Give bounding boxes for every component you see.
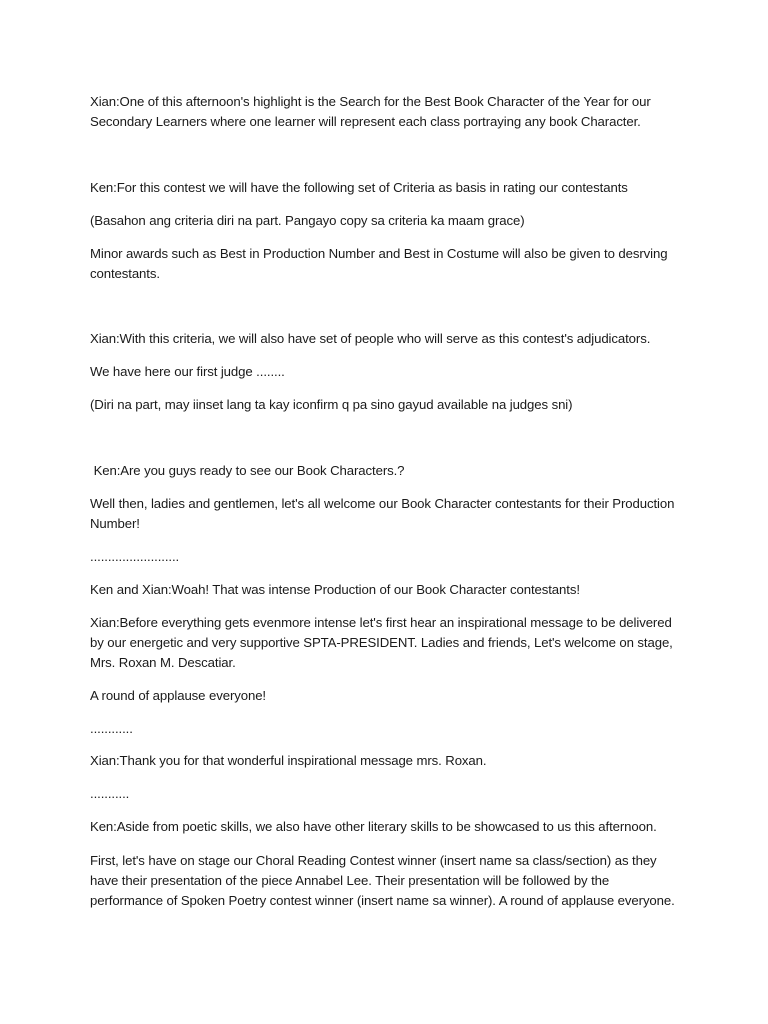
paragraph-first-judge: We have here our first judge ........: [90, 364, 285, 379]
paragraph-xian-adjudicators: Xian:With this criteria, we will also have set of people who will serve as this contest's adjudicators.: [90, 331, 651, 346]
paragraph-ellipsis-1: .........................: [90, 549, 180, 564]
paragraph-spta-president: Xian:Before everything gets evenmore intense let's first hear an inspirational message to be delivered by our energetic and very supportive SPTA-PRESIDENT. Ladies and friends, Let's welcome on stage, Mrs. Roxan M. Descatiar.: [90, 615, 673, 670]
paragraph-judges-note: (Diri na part, may iinset lang ta kay iconfirm q pa sino gayud available na judges sni): [90, 397, 573, 412]
paragraph-ken-ready: Ken:Are you guys ready to see our Book Characters.?: [90, 463, 405, 478]
paragraph-ken-xian-woah: Ken and Xian:Woah! That was intense Production of our Book Character contestants!: [90, 582, 580, 597]
paragraph-welcome-contestants: Well then, ladies and gentlemen, let's all welcome our Book Character contestants for their Production Number!: [90, 496, 675, 531]
paragraph-ellipsis-3: ...........: [90, 786, 130, 801]
paragraph-ellipsis-2: ............: [90, 721, 133, 736]
paragraph-ken-criteria: Ken:For this contest we will have the following set of Criteria as basis in rating our contestants: [90, 180, 628, 195]
paragraph-applause: A round of applause everyone!: [90, 688, 266, 703]
paragraph-xian-intro: Xian:One of this afternoon's highlight is the Search for the Best Book Character of the Year for our Secondary Learners where one learner will represent each class portraying any book Character.: [90, 94, 651, 129]
paragraph-ken-literary: Ken:Aside from poetic skills, we also have other literary skills to be showcased to us this afternoon.: [90, 819, 657, 834]
paragraph-minor-awards: Minor awards such as Best in Production Number and Best in Costume will also be given to desrving contestants.: [90, 246, 668, 281]
paragraph-choral-reading: First, let's have on stage our Choral Reading Contest winner (insert name sa class/section) as they have their presentation of the piece Annabel Lee. Their presentation will be followed by the performance of Spoken Poetry contest winner (insert name sa winner). A round of applause everyone.: [90, 853, 675, 908]
paragraph-criteria-note: (Basahon ang criteria diri na part. Pangayo copy sa criteria ka maam grace): [90, 213, 525, 228]
paragraph-xian-thanks: Xian:Thank you for that wonderful inspirational message mrs. Roxan.: [90, 753, 487, 768]
